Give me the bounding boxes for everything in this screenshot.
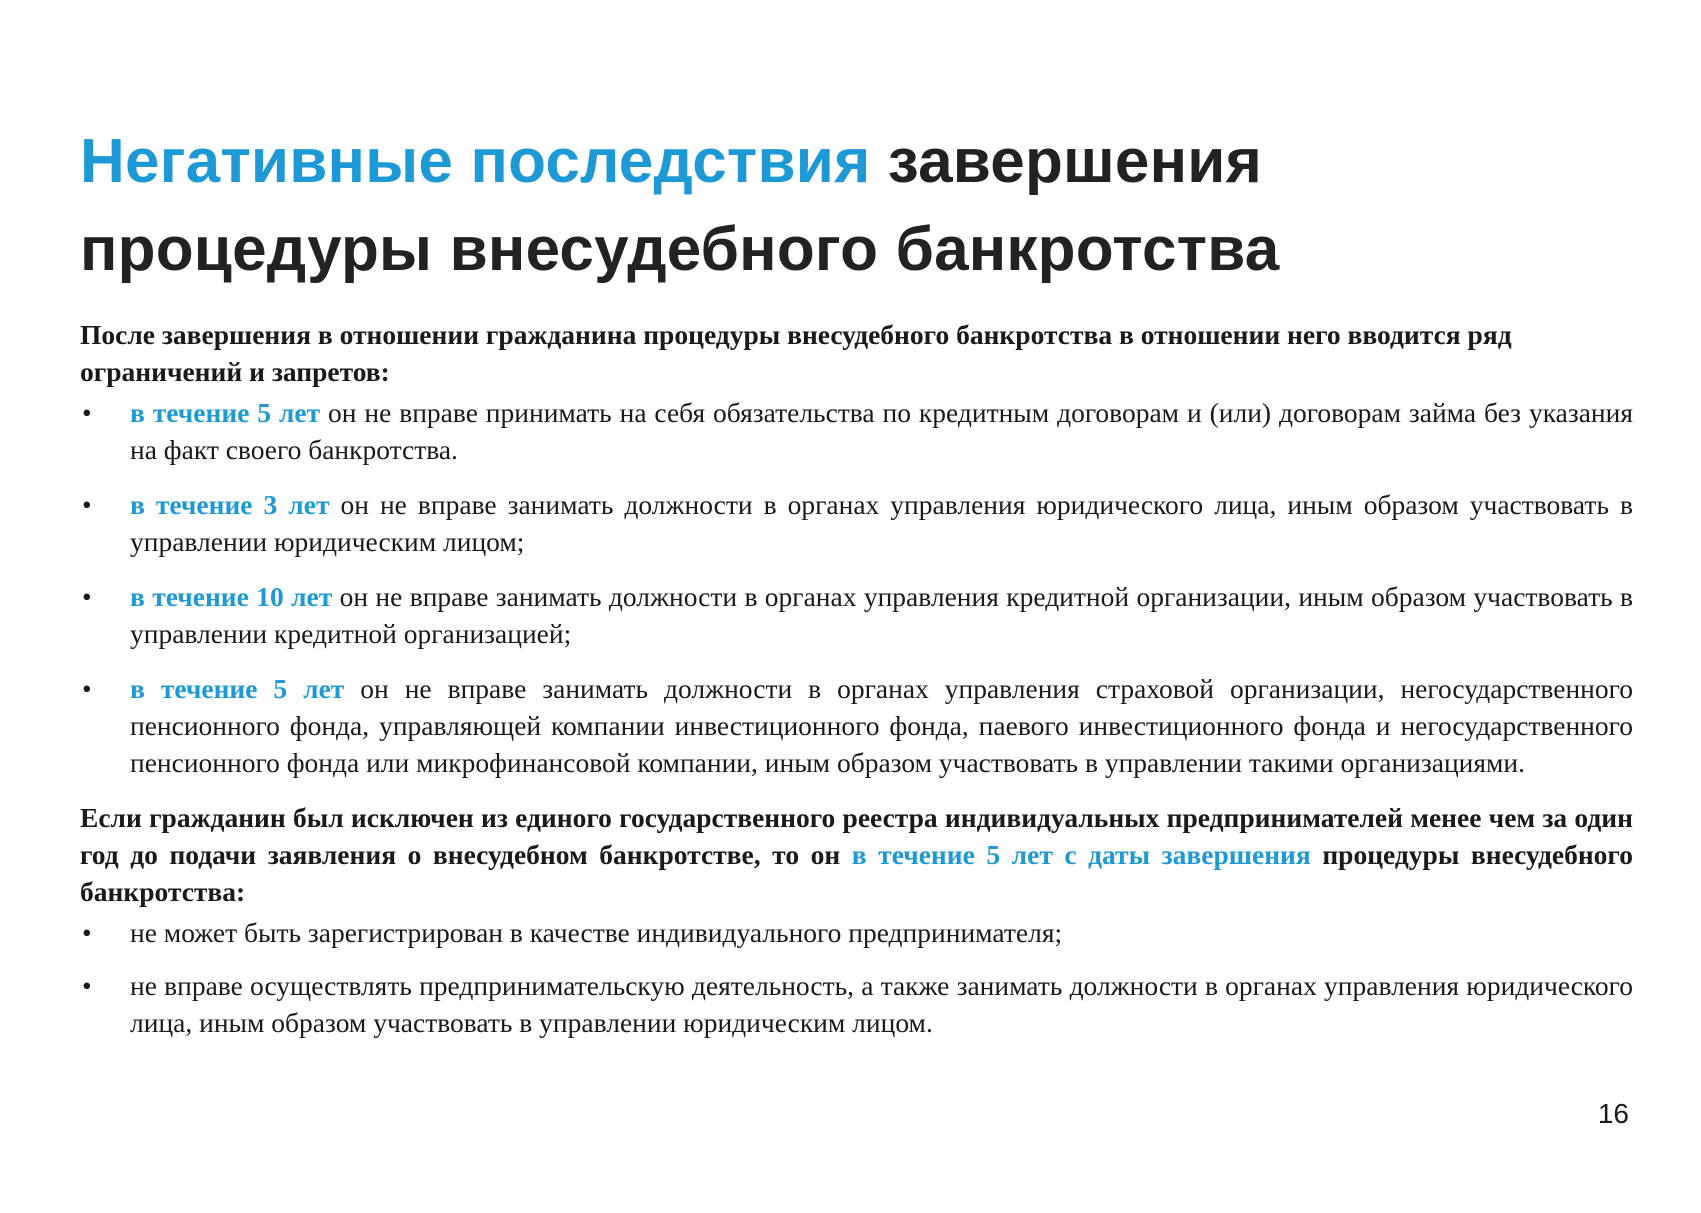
section2-intro-after: процедуры внесудебного банкротства: [80,839,1633,907]
item-text: не вправе осуществлять предпринимательскую деятельность, а также занимать должности в органах управления юридического лица, иным образом участвовать в управлении юридическим лицом. [130,970,1633,1038]
content-body [80,316,1633,1057]
list-item [80,967,1633,1041]
section2-intro-highlight: в течение 5 лет с даты завершения [851,839,1311,870]
bullet-icon: • [82,581,92,612]
bullet-icon: • [82,917,92,948]
list-item [80,578,1633,652]
page-number: 16 [1597,1098,1629,1129]
item-text: не может быть зарегистрирован в качестве индивидуального предпринимателя; [130,917,1063,948]
bullet-icon: • [82,970,92,1001]
item-highlight: в течение 10 лет [130,581,333,612]
title-rest-line1: завершения [870,127,1262,196]
list-item [80,670,1633,781]
title-accent: Негативные последствия [80,127,871,196]
bullet-icon: • [82,397,92,428]
item-highlight: в течение 5 лет [130,673,345,704]
section2-intro [80,799,1633,910]
item-highlight: в течение 5 лет [130,397,321,428]
item-text: он не вправе занимать должности в органах управления страховой организации, негосударственного пенсионного фонда, управляющей компании инвестиционного фонда, паевого инвестиционного фонда и негосударственного пенсионного фонда или микрофинансовой компании, иным образом участвовать в управлении такими организациями. [130,673,1633,778]
list-item [80,486,1633,560]
title-line2: процедуры внесудебного банкротства [80,215,1280,284]
section2-restrictions-list [80,914,1633,1041]
section1-intro: После завершения в отношении гражданина процедуры внесудебного банкротства в отношении него вводится ряд ограничений и запретов: [80,319,1512,387]
bullet-icon: • [82,489,92,520]
item-text: он не вправе занимать должности в органах управления юридического лица, иным образом участвовать в управлении юридическим лицом; [130,489,1633,557]
section2-intro-before: Если гражданин был исключен из единого государственного реестра индивидуальных предпринимателей менее чем за один год до подачи заявления о внесудебном банкротстве, то он [80,802,1633,870]
section1-restrictions-list [80,394,1633,781]
item-text: он не вправе принимать на себя обязательства по кредитным договорам и (или) договорам займа без указания на факт своего банкротства. [130,397,1633,465]
item-highlight: в течение 3 лет [130,489,330,520]
bullet-icon: • [82,673,92,704]
item-text: он не вправе занимать должности в органах управления кредитной организации, иным образом участвовать в управлении кредитной организацией; [130,581,1633,649]
page-title [80,118,1640,294]
list-item [80,394,1633,468]
list-item [80,914,1633,951]
